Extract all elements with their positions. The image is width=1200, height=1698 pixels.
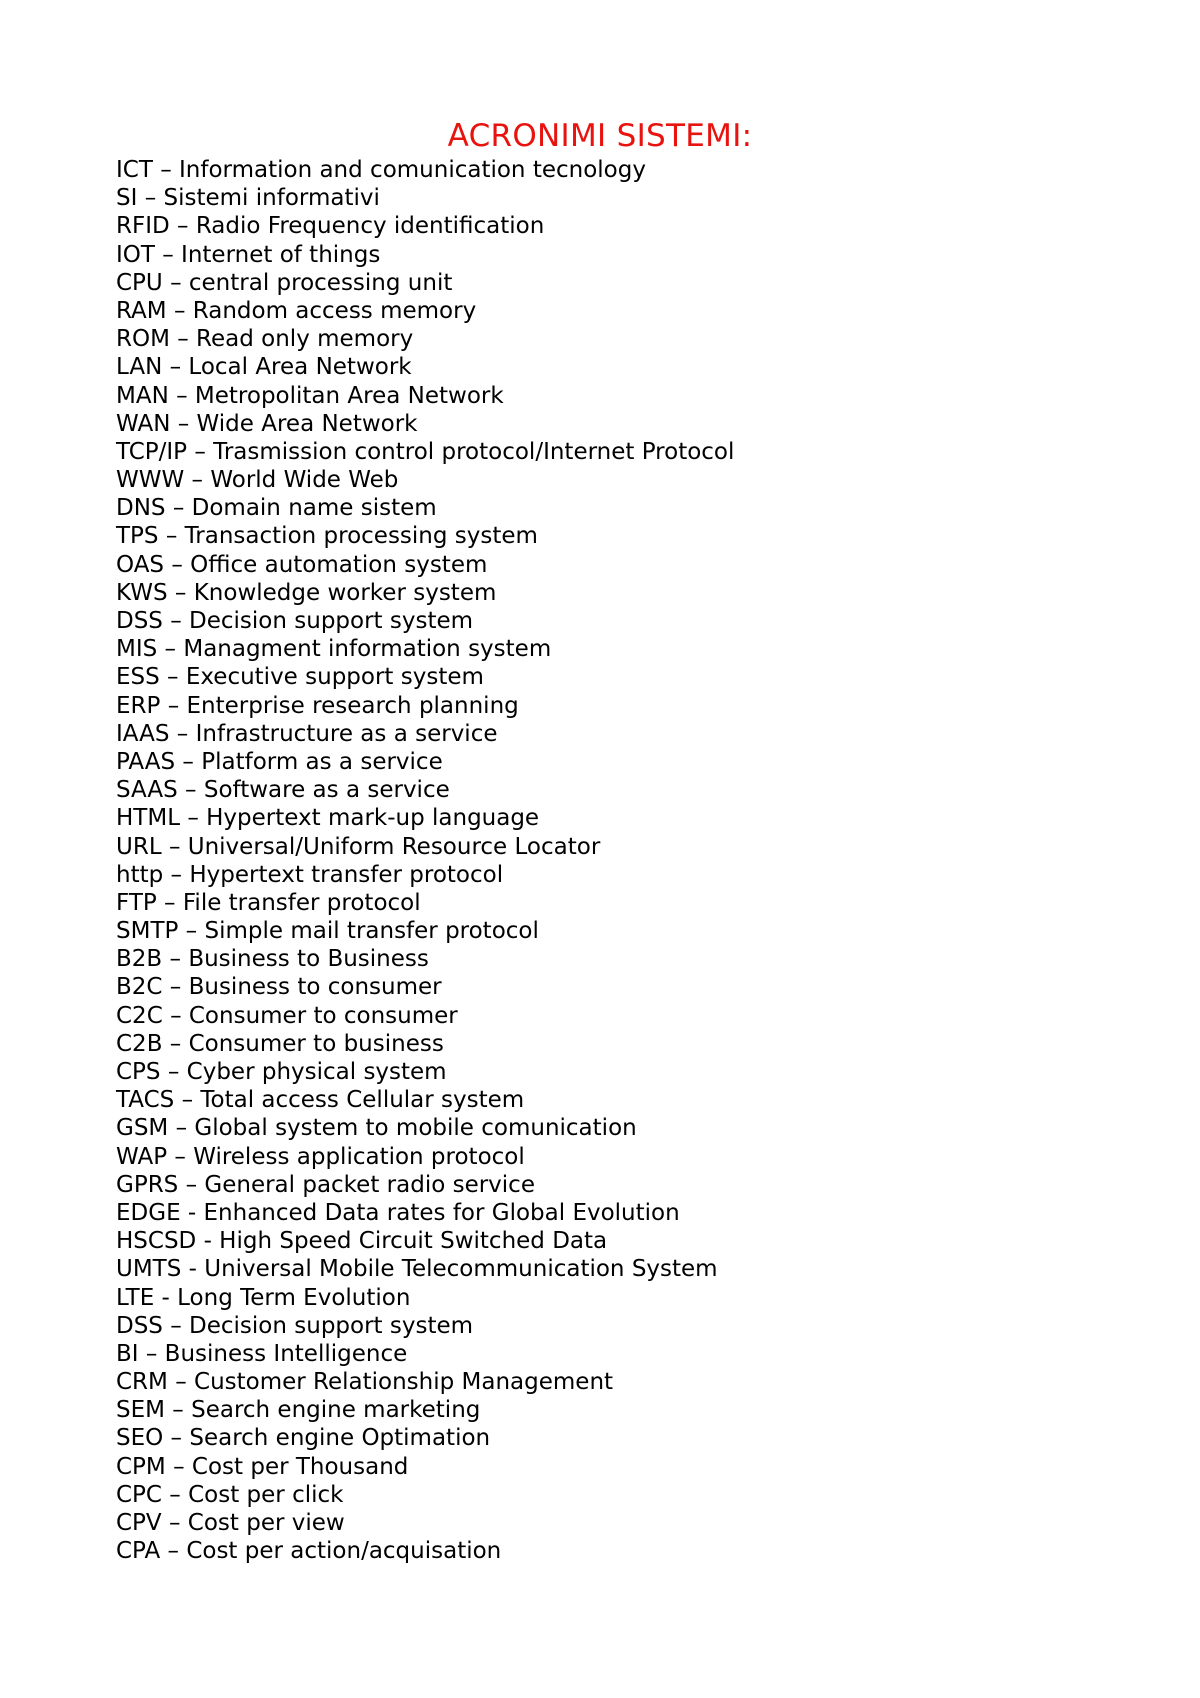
- acronym-line: FTP – File transfer protocol: [116, 889, 421, 916]
- acronym-line: ROM – Read only memory: [116, 326, 414, 353]
- acronym-line: IOT – Internet of things: [116, 241, 381, 268]
- acronym-line: HSCSD - High Speed Circuit Switched Data: [116, 1228, 608, 1255]
- acronym-line: TACS – Total access Cellular system: [116, 1087, 525, 1114]
- acronym-line: GPRS – General packet radio service: [116, 1171, 535, 1198]
- acronym-line: MIS – Managment information system: [116, 636, 552, 663]
- acronym-line: http – Hypertext transfer protocol: [116, 861, 504, 888]
- acronym-line: IAAS – Infrastructure as a service: [116, 720, 498, 747]
- acronym-line: CRM – Customer Relationship Management: [116, 1369, 614, 1396]
- acronym-line: ESS – Executive support system: [116, 664, 484, 691]
- acronym-line: KWS – Knowledge worker system: [116, 579, 497, 606]
- acronym-line: RFID – Radio Frequency identification: [116, 213, 545, 240]
- acronym-line: SAAS – Software as a service: [116, 777, 450, 804]
- acronym-line: CPA – Cost per action/acquisation: [116, 1538, 502, 1565]
- acronym-line: CPU – central processing unit: [116, 269, 453, 296]
- acronym-line: C2B – Consumer to business: [116, 1030, 444, 1057]
- acronym-line: OAS – Office automation system: [116, 551, 488, 578]
- acronym-line: CPM – Cost per Thousand: [116, 1453, 409, 1480]
- acronym-line: HTML – Hypertext mark-up language: [116, 805, 540, 832]
- acronym-line: CPC – Cost per click: [116, 1481, 344, 1508]
- acronym-line: ERP – Enterprise research planning: [116, 692, 519, 719]
- acronym-line: SMTP – Simple mail transfer protocol: [116, 918, 539, 945]
- acronym-line: SI – Sistemi informativi: [116, 185, 380, 212]
- acronym-line: DSS – Decision support system: [116, 1312, 474, 1339]
- acronym-line: ICT – Information and comunication tecnology: [116, 157, 646, 183]
- acronym-line: MAN – Metropolitan Area Network: [116, 382, 504, 409]
- acronym-line: PAAS – Platform as a service: [116, 748, 443, 775]
- acronym-line: SEM – Search engine marketing: [116, 1397, 481, 1424]
- acronym-line: WAP – Wireless application protocol: [116, 1143, 525, 1170]
- acronym-line: DSS – Decision support system: [116, 608, 474, 634]
- acronym-line: B2B – Business to Business: [116, 946, 429, 973]
- acronym-line: EDGE - Enhanced Data rates for Global Evolution: [116, 1199, 680, 1226]
- acronym-line: C2C – Consumer to consumer: [116, 1002, 458, 1029]
- acronym-line: RAM – Random access memory: [116, 297, 477, 324]
- acronym-line: CPV – Cost per view: [116, 1510, 345, 1536]
- acronym-line: CPS – Cyber physical system: [116, 1059, 447, 1085]
- acronym-line: B2C – Business to consumer: [116, 974, 442, 1001]
- acronym-line: TPS – Transaction processing system: [116, 523, 538, 550]
- acronym-line: BI – Business Intelligence: [116, 1340, 408, 1367]
- acronym-line: WAN – Wide Area Network: [116, 410, 418, 437]
- acronym-list: [116, 156, 734, 1565]
- acronym-line: DNS – Domain name sistem: [116, 495, 437, 522]
- acronym-line: GSM – Global system to mobile comunication: [116, 1115, 637, 1142]
- acronym-line: UMTS - Universal Mobile Telecommunication System: [116, 1256, 718, 1283]
- acronym-line: SEO – Search engine Optimation: [116, 1425, 491, 1452]
- acronym-line: URL – Universal/Uniform Resource Locator: [116, 833, 601, 860]
- acronym-line: LTE - Long Term Evolution: [116, 1284, 411, 1311]
- document-title: ACRONIMI SISTEMI:: [447, 118, 753, 154]
- acronym-line: WWW – World Wide Web: [116, 467, 399, 494]
- acronym-line: TCP/IP – Trasmission control protocol/Internet Protocol: [116, 438, 735, 465]
- acronym-line: LAN – Local Area Network: [116, 354, 412, 381]
